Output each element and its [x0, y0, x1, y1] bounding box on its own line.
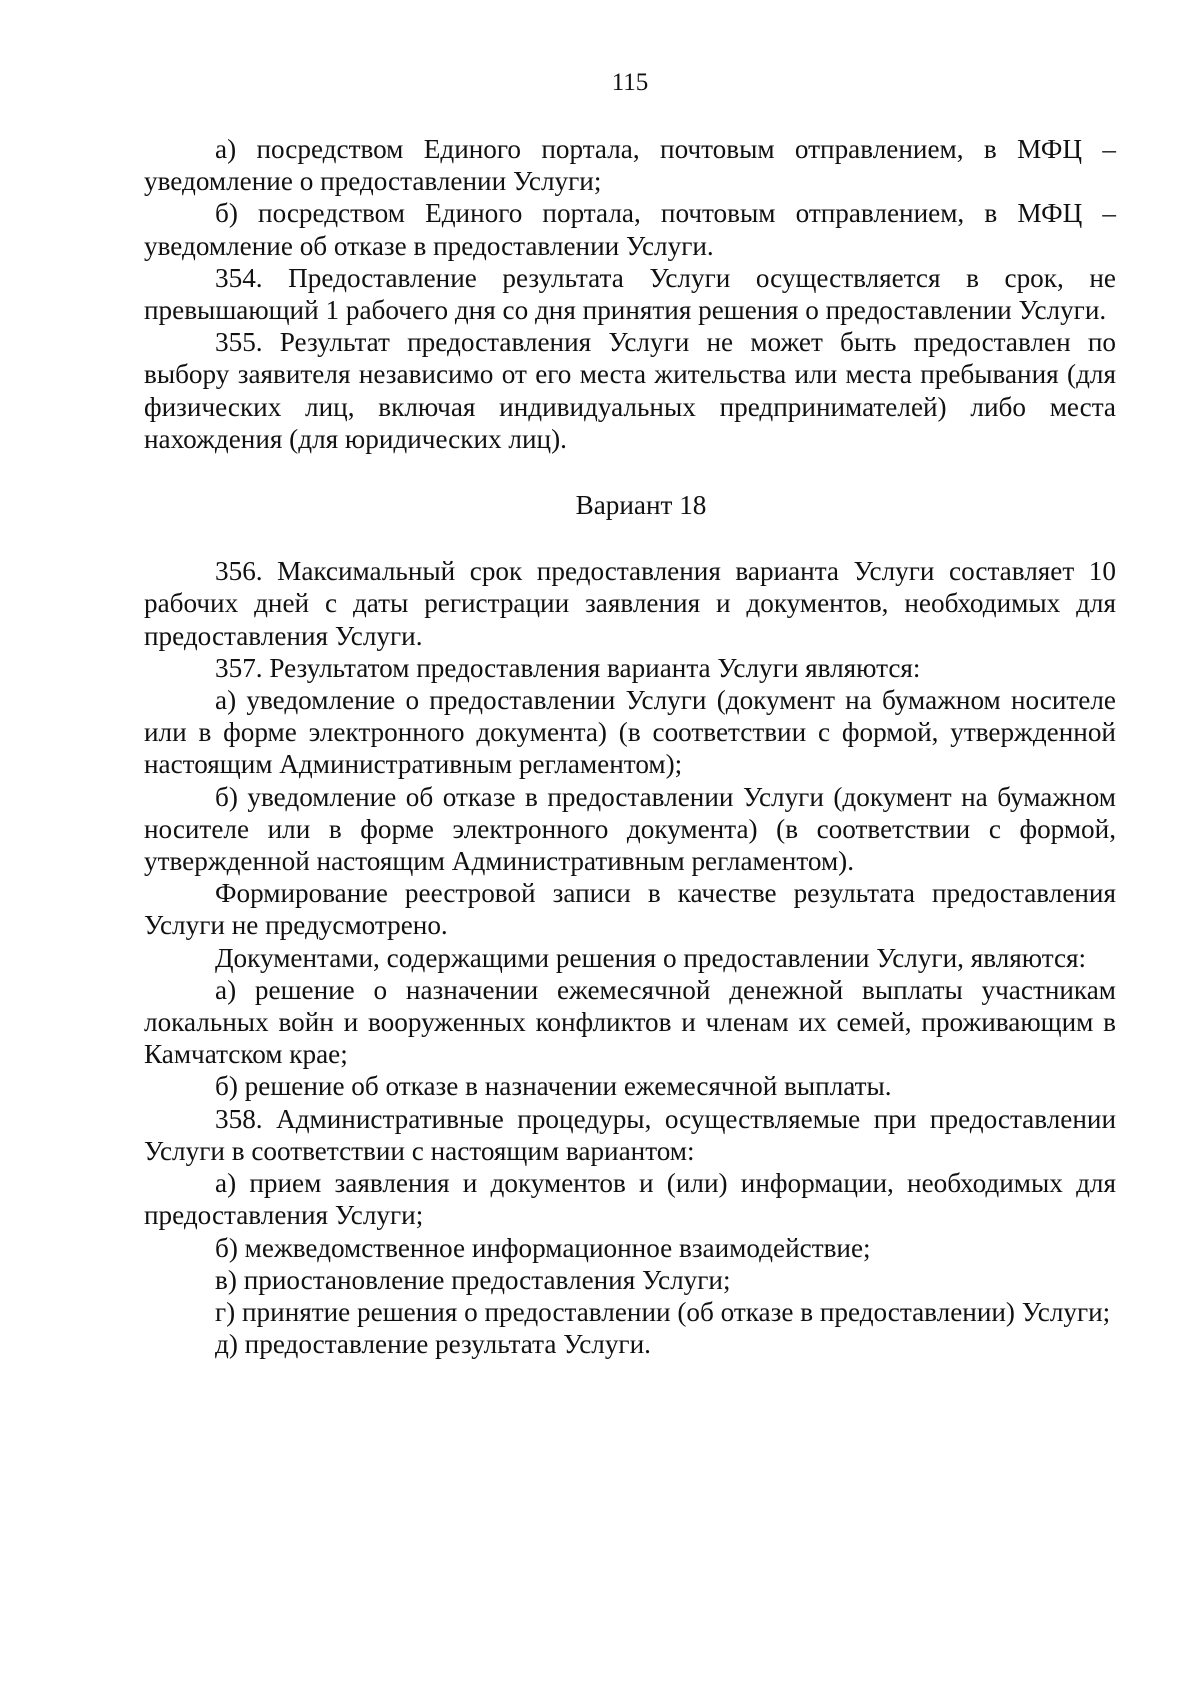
section-title: Вариант 18 [575, 490, 707, 521]
paragraph-decision-documents: Документами, содержащими решения о предоставлении Услуги, являются: [215, 942, 1087, 973]
paragraph-registry-record: Формирование реестровой записи в качестве результата предоставления Услуги не предусмотрено. [144, 878, 1116, 941]
paragraph-355: 355. Результат предоставления Услуги не может быть предоставлен по выбору заявителя независимо от его места жительства или места пребывания (для физических лиц, включая индивидуальных предпринимателей) либо места нахождения (для юридических лиц). [144, 327, 1116, 454]
paragraph-b-notice-refusal: б) посредством Единого портала, почтовым отправлением, в МФЦ – уведомление об отказе в предоставлении Услуги. [144, 198, 1116, 261]
page-number: 115 [611, 69, 649, 96]
paragraph-358-a: а) прием заявления и документов и (или) информации, необходимых для предоставления Услуги; [144, 1168, 1116, 1231]
paragraph-357-b: б) уведомление об отказе в предоставлении Услуги (документ на бумажном носителе или в форме электронного документа) (в соответствии с формой, утвержденной настоящим Административным регламентом). [144, 781, 1116, 877]
paragraph-decision-b: б) решение об отказе в назначении ежемесячной выплаты. [215, 1071, 892, 1102]
paragraph-358-e: д) предоставление результата Услуги. [215, 1329, 651, 1360]
paragraph-358-d: г) принятие решения о предоставлении (об отказе в предоставлении) Услуги; [215, 1296, 1111, 1327]
paragraph-356: 356. Максимальный срок предоставления варианта Услуги составляет 10 рабочих дней с даты регистрации заявления и документов, необходимых для предоставления Услуги. [144, 556, 1116, 651]
paragraph-358-b: б) межведомственное информационное взаимодействие; [215, 1232, 871, 1263]
paragraph-357-a: а) уведомление о предоставлении Услуги (документ на бумажном носителе или в форме электронного документа) (в соответствии с формой, утвержденной настоящим Административным регламентом); [144, 685, 1116, 780]
paragraph-a-notice-granted: а) посредством Единого портала, почтовым отправлением, в МФЦ – уведомление о предоставлении Услуги; [144, 134, 1116, 197]
paragraph-357: 357. Результатом предоставления варианта Услуги являются: [215, 652, 921, 683]
document-body [144, 133, 1116, 1360]
paragraph-decision-a: а) решение о назначении ежемесячной денежной выплаты участникам локальных войн и вооруженных конфликтов и членам их семей, проживающим в Камчатском крае; [144, 974, 1116, 1070]
paragraph-354: 354. Предоставление результата Услуги осуществляется в срок, не превышающий 1 рабочего дня со дня принятия решения о предоставлении Услуги. [144, 262, 1116, 326]
paragraph-358: 358. Административные процедуры, осуществляемые при предоставлении Услуги в соответствии с настоящим вариантом: [144, 1103, 1116, 1166]
paragraph-358-c: в) приостановление предоставления Услуги; [215, 1264, 731, 1295]
